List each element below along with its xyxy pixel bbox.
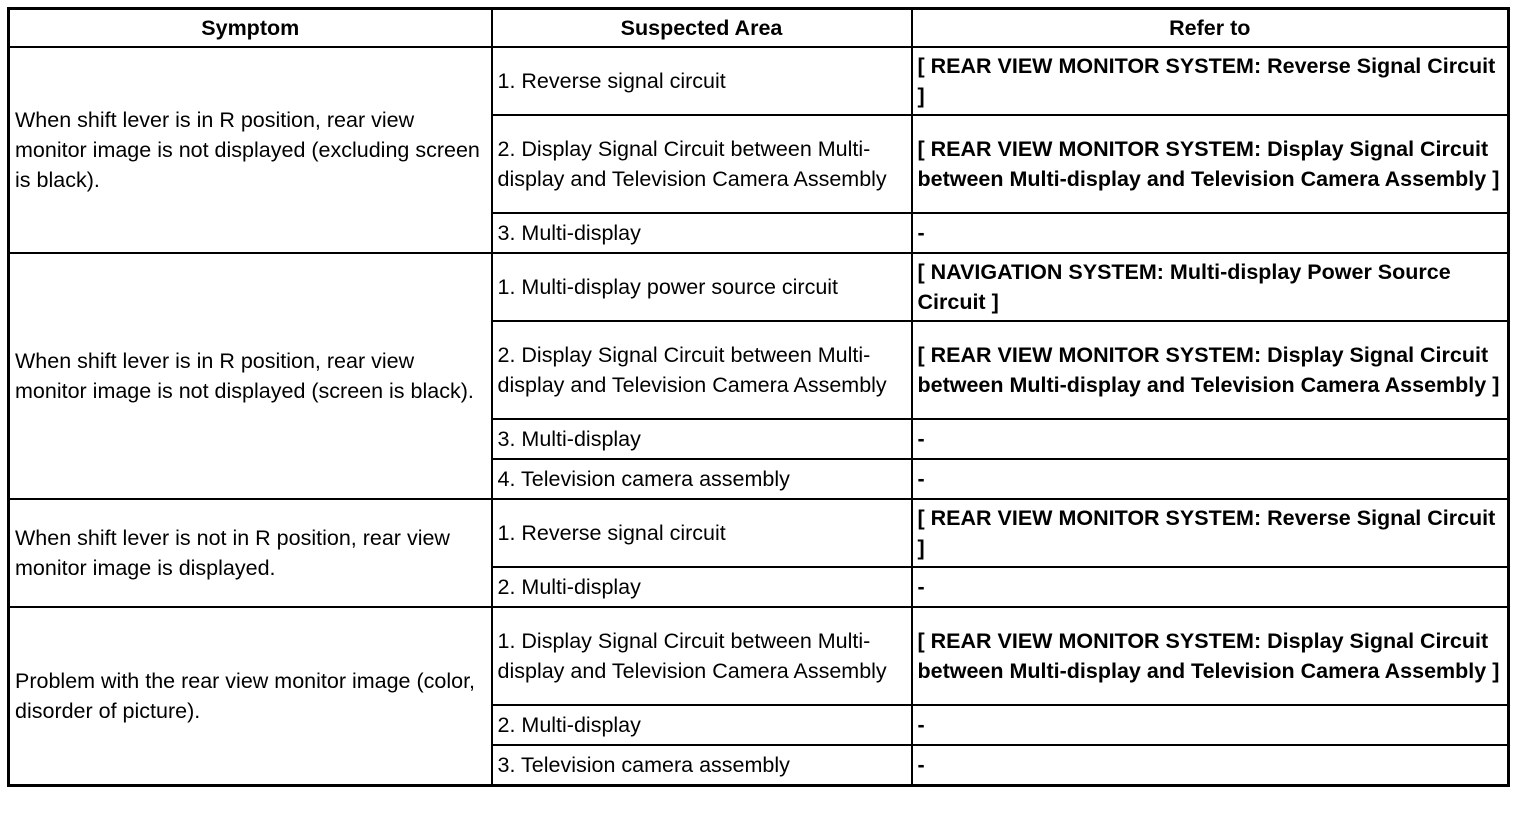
symptom-cell: When shift lever is in R position, rear view monitor image is not displayed (screen is black). bbox=[9, 253, 492, 499]
symptom-cell: When shift lever is not in R position, rear view monitor image is displayed. bbox=[9, 499, 492, 607]
suspected-area-cell: 3. Television camera assembly bbox=[492, 745, 912, 786]
suspected-area-cell: 4. Television camera assembly bbox=[492, 459, 912, 499]
refer-to-cell: - bbox=[912, 705, 1509, 745]
header-symptom: Symptom bbox=[9, 9, 492, 48]
refer-to-link[interactable]: [ REAR VIEW MONITOR SYSTEM: Display Signal Circuit between Multi-display and Television Camera Assembly ] bbox=[912, 607, 1509, 705]
refer-to-link[interactable]: [ REAR VIEW MONITOR SYSTEM: Display Signal Circuit between Multi-display and Television Camera Assembly ] bbox=[912, 321, 1509, 419]
suspected-area-cell: 1. Multi-display power source circuit bbox=[492, 253, 912, 321]
refer-to-cell: - bbox=[912, 419, 1509, 459]
refer-to-cell: - bbox=[912, 745, 1509, 786]
refer-to-link[interactable]: [ REAR VIEW MONITOR SYSTEM: Reverse Signal Circuit ] bbox=[912, 47, 1509, 115]
table-row bbox=[9, 253, 1509, 321]
suspected-area-cell: 2. Display Signal Circuit between Multi-display and Television Camera Assembly bbox=[492, 115, 912, 213]
refer-to-cell: - bbox=[912, 459, 1509, 499]
troubleshooting-table bbox=[7, 7, 1510, 787]
refer-to-cell: - bbox=[912, 213, 1509, 253]
suspected-area-cell: 1. Reverse signal circuit bbox=[492, 499, 912, 567]
suspected-area-cell: 2. Multi-display bbox=[492, 567, 912, 607]
header-refer-to: Refer to bbox=[912, 9, 1509, 48]
suspected-area-cell: 2. Multi-display bbox=[492, 705, 912, 745]
suspected-area-cell: 3. Multi-display bbox=[492, 213, 912, 253]
refer-to-cell: - bbox=[912, 567, 1509, 607]
symptom-cell: Problem with the rear view monitor image (color, disorder of picture). bbox=[9, 607, 492, 786]
refer-to-link[interactable]: [ REAR VIEW MONITOR SYSTEM: Display Signal Circuit between Multi-display and Television Camera Assembly ] bbox=[912, 115, 1509, 213]
suspected-area-cell: 1. Display Signal Circuit between Multi-display and Television Camera Assembly bbox=[492, 607, 912, 705]
table-row bbox=[9, 47, 1509, 115]
table-row bbox=[9, 607, 1509, 705]
header-suspected-area: Suspected Area bbox=[492, 9, 912, 48]
suspected-area-cell: 3. Multi-display bbox=[492, 419, 912, 459]
header-row bbox=[9, 9, 1509, 48]
table-row bbox=[9, 499, 1509, 567]
refer-to-link[interactable]: [ REAR VIEW MONITOR SYSTEM: Reverse Signal Circuit ] bbox=[912, 499, 1509, 567]
suspected-area-cell: 2. Display Signal Circuit between Multi-display and Television Camera Assembly bbox=[492, 321, 912, 419]
refer-to-link[interactable]: [ NAVIGATION SYSTEM: Multi-display Power Source Circuit ] bbox=[912, 253, 1509, 321]
symptom-cell: When shift lever is in R position, rear view monitor image is not displayed (excluding screen is black). bbox=[9, 47, 492, 253]
suspected-area-cell: 1. Reverse signal circuit bbox=[492, 47, 912, 115]
